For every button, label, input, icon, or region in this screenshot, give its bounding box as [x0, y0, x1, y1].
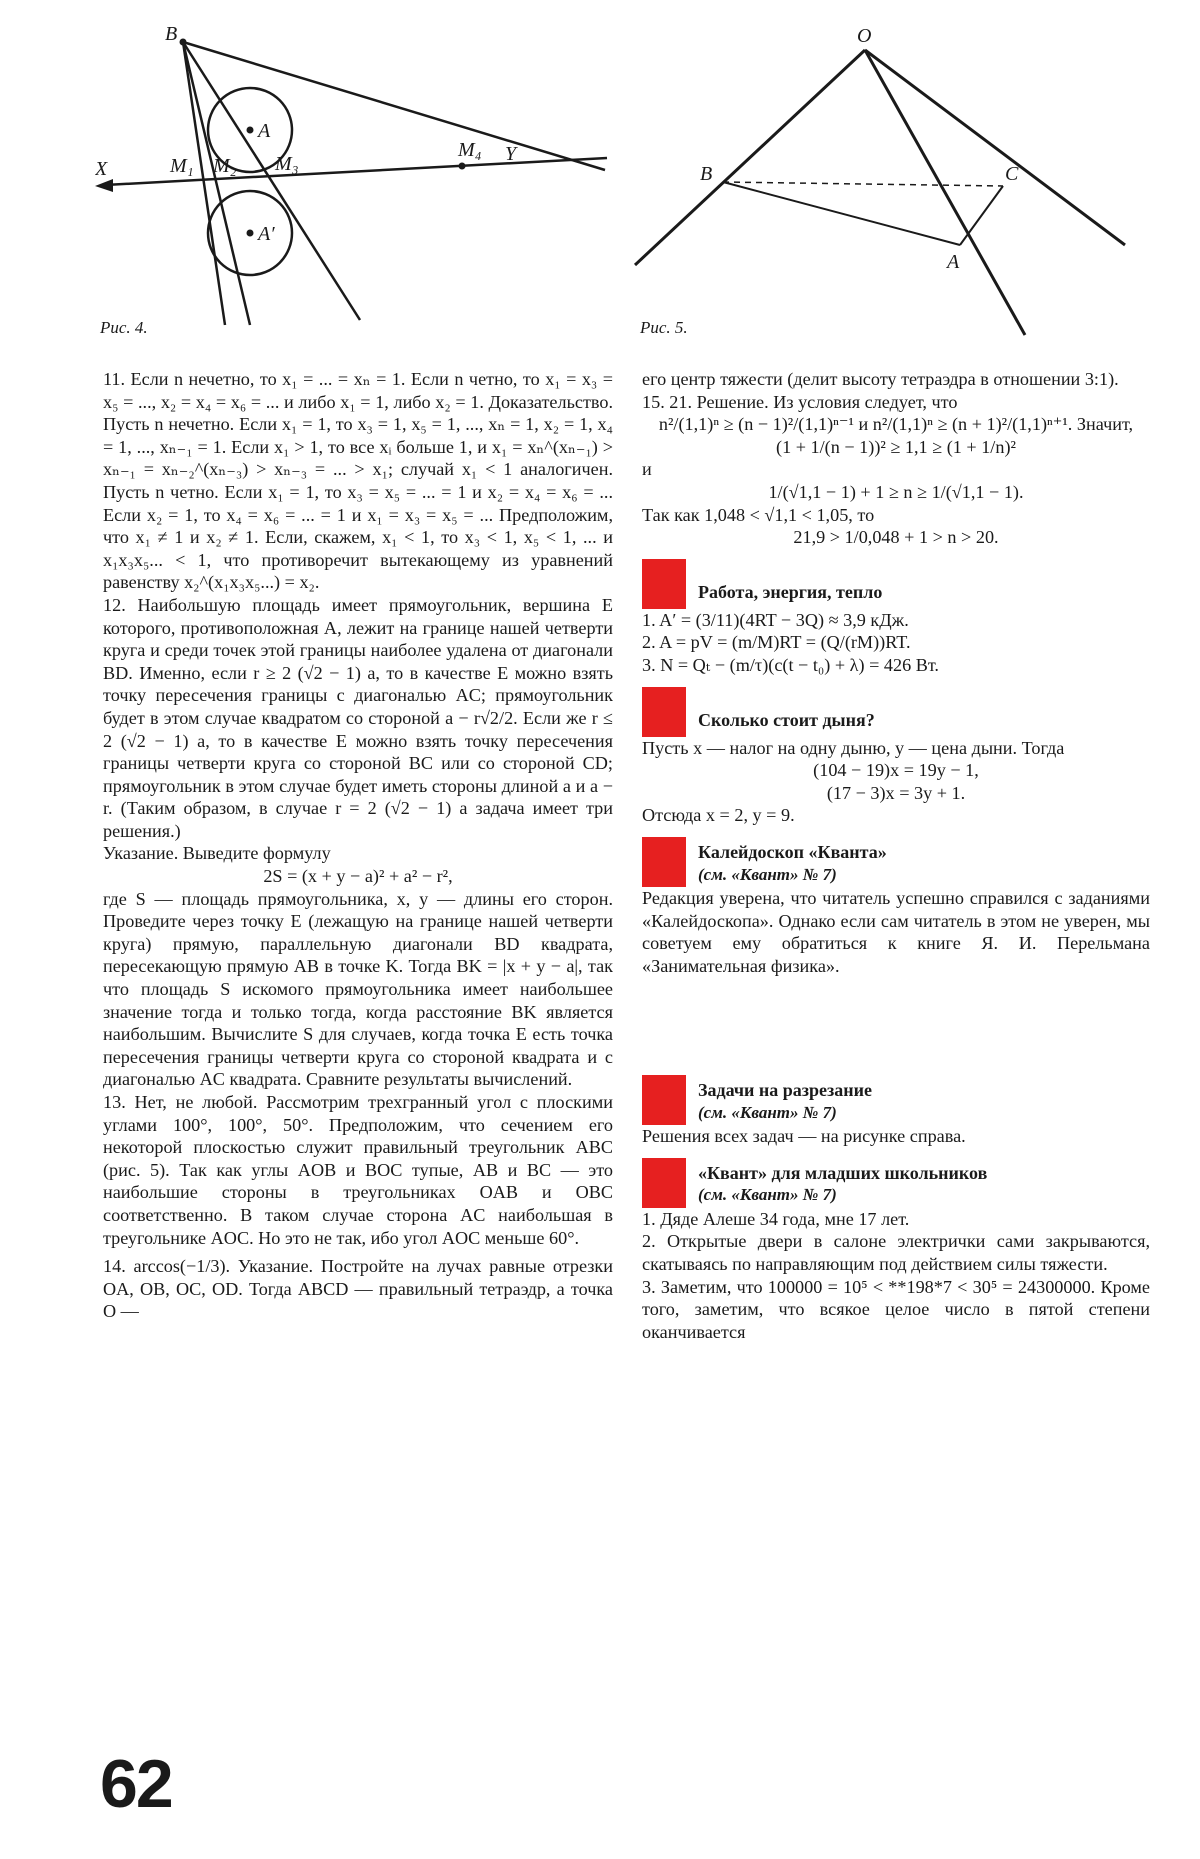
energy-line-2: 2. A = pV = (m/M)RT = (Q/(rM))RT.: [642, 632, 911, 653]
left-column: [103, 368, 613, 1323]
section-kids: [642, 1158, 1150, 1208]
section-marker-icon: [642, 1158, 686, 1208]
answer-15-and: и: [642, 459, 652, 480]
fig4-label-x: X: [95, 158, 108, 180]
melon-equation-1: (104 − 19)x = 19y − 1,: [813, 760, 979, 781]
answer-15-formula-1: n²/(1,1)ⁿ ≥ (n − 1)²/(1,1)ⁿ⁻¹ и n²/(1,1)ⁿ ≥ (n + 1)²/(1,1)ⁿ⁺¹. Значит,: [658, 414, 1134, 435]
answer-15-text: Так как 1,048 < √1,1 < 1,05, то: [642, 504, 875, 525]
figure-5-caption: Рис. 5.: [640, 318, 688, 337]
line-bm3: [183, 42, 360, 320]
energy-line-3: 3. N = Qₜ − (m/τ)(c(t − t₀) + λ) = 426 Вт.: [642, 654, 939, 675]
line-bm2: [183, 42, 250, 325]
line-bm4: [183, 42, 605, 170]
section-cutting: [642, 1075, 1150, 1125]
section-melon: [642, 687, 1150, 737]
line-bm1: [183, 42, 225, 325]
section-marker-icon: [642, 837, 686, 887]
segment-ac: [960, 186, 1003, 245]
answer-12-hint: Указание. Выведите формулу: [103, 843, 331, 864]
section-cutting-subtitle: (см. «Квант» № 7): [698, 1102, 837, 1122]
segment-bc: [723, 182, 1003, 186]
melon-answer: Отсюда x = 2, y = 9.: [642, 805, 795, 826]
section-marker-icon: [642, 687, 686, 737]
section-energy-title: Работа, энергия, тепло: [698, 581, 883, 602]
section-marker-icon: [642, 1075, 686, 1125]
figure-4-caption: Рис. 4.: [100, 318, 148, 337]
ray-oa: [865, 50, 1025, 335]
section-marker-icon: [642, 559, 686, 609]
answer-11: 11. Если n нечетно, то x₁ = ... = xₙ = 1. Если n четно, то x₁ = x₃ = x₅ = ..., x₂ = x₄ = x₆ = ... и либо x₁ = 1, либо x₂ = 1. Доказательство. Пусть n нечетно. Если x₁ = 1, то x₃ = 1, x₅ = 1, ..., xₙ = 1, x₂ = 1, x₄ = 1, ..., xₙ₋₁ = 1. Если x₁ > 1, то все xᵢ больше 1, и x₁ = xₙ^(xₙ₋₁) > xₙ₋₁ = xₙ₋₂^(xₙ₋₃) > xₙ₋₃ = ... > x₁; случай x₁ < 1 аналогичен. Пусть n четно. Если x₁ = 1, то x₃ = x₅ = ... = 1 и x₂ = x₄ = x₆ = ... Если x₂ = 1, то x₄ = x₆ = ... = 1 и x₁ = x₃ = x₅ = ... Предположим, что x₁ ≠ 1 и x₂ ≠ 1. Если, скажем, x₁ < 1, то x₃ < 1, x₅ < 1, ... и x₁x₃x₅... < 1, что противоречит вытекающему из уравнений равенству x₂^(x₁x₃x₅...) = x₂.: [103, 369, 613, 593]
figure-5: [625, 20, 1145, 340]
fig4-label-m1: M₁: [170, 155, 194, 177]
kids-line-3: 3. Заметим, что 100000 = 10⁵ < **198*7 < 30⁵ = 24300000. Кроме того, заметим, что всякое целое число в пятой степени оканчивается: [642, 1276, 1150, 1342]
answer-12-rest: где S — площадь прямоугольника, x, y — длины его сторон. Проведите через точку E (лежащую на границе нашей четверти круга) прямую, параллельную диагонали BD квадрата, пересекающую прямую AB в точке K. Тогда BK = |x + y − a|, так что площадь S искомого прямоугольника имеет наибольшее значение тогда и только тогда, когда расстояние BK является наибольшим. Вычислите S для случаев, когда точка E есть точка пересечения границы четверти круга со стороной квадрата и с диагональю AC квадрата. Сравните результаты вычислений.: [103, 888, 613, 1090]
fig4-label-y: Y: [505, 143, 517, 165]
answer-12: 12. Наибольшую площадь имеет прямоугольник, вершина E которого, противоположная A, лежит на границе нашей четверти круга и среди точек этой границы наиболее удалена от диагонали BD. Именно, если r ≥ 2 (√2 − 1) a, то в качестве E можно взять точку пересечения границы с диагональю AC; прямоугольник будет в этом случае квадратом со стороной a − r√2/2. Если же r ≤ 2 (√2 − 1) a, то в качестве E можно взять точку пересечения границы четверти круга со стороной BC или со стороной CD; прямоугольник в этом случае будет иметь стороны длиной a и a − r. (Таким образом, в случае r = 2 (√2 − 1) a задача имеет три решения.): [103, 594, 613, 841]
fig4-label-m3: M₃: [275, 153, 299, 175]
kids-line-2: 2. Открытые двери в салоне электрички сами закрываются, скатываясь по направляющим под действием силы тяжести.: [642, 1231, 1150, 1275]
answer-14: 14. arccos(−1/3). Указание. Постройте на лучах равные отрезки OA, OB, OC, OD. Тогда ABCD — правильный тетраэдр, а точка O —: [103, 1256, 613, 1322]
section-kaleidoscope: [642, 837, 1150, 887]
melon-equation-2: (17 − 3)x = 3y + 1.: [826, 782, 966, 803]
fig5-label-b: B: [700, 163, 713, 185]
figure-4: [95, 20, 625, 340]
section-kids-subtitle: (см. «Квант» № 7): [698, 1185, 837, 1205]
segment-ba: [723, 182, 960, 245]
section-kids-title: «Квант» для младших школьников: [698, 1162, 988, 1183]
answer-15-formula-4: 21,9 > 1/0,048 + 1 > n > 20.: [793, 527, 999, 548]
page-number: 62: [100, 1746, 172, 1822]
ray-oc: [865, 50, 1125, 245]
kaleidoscope-text: Редакция уверена, что читатель успешно справился с заданиями «Калейдоскопа». Однако если сам читатель в этом не уверен, мы советуем ему обратиться к книге Я. И. Перельмана «Занимательная физика».: [642, 887, 1150, 976]
section-cutting-title: Задачи на разрезание: [698, 1080, 872, 1101]
section-kaleidoscope-title: Калейдоскоп «Кванта»: [698, 841, 887, 862]
melon-text: Пусть x — налог на одну дыню, y — цена дыни. Тогда: [642, 737, 1065, 758]
fig5-label-c: C: [1005, 163, 1019, 185]
ray-ob: [635, 50, 865, 265]
fig4-label-m2: M₂: [213, 155, 237, 177]
fig4-label-b: B: [165, 23, 178, 45]
answer-15-formula-2: (1 + 1/(n − 1))² ≥ 1,1 ≥ (1 + 1/n)²: [776, 436, 1016, 457]
fig5-label-a: A: [947, 251, 960, 273]
section-energy: [642, 559, 1150, 609]
section-melon-title: Сколько стоит дыня?: [698, 709, 875, 730]
answer-15-intro: 15. 21. Решение. Из условия следует, что: [642, 391, 958, 412]
fig4-label-a-prime: A′: [258, 223, 275, 245]
answer-15-formula-3: 1/(√1,1 − 1) + 1 ≥ n ≥ 1/(√1,1 − 1).: [768, 481, 1024, 502]
answer-14-continued: его центр тяжести (делит высоту тетраэдра в отношении 3:1).: [642, 369, 1119, 389]
fig5-label-o: O: [857, 25, 872, 47]
answer-12-formula: 2S = (x + y − a)² + a² − r²,: [263, 866, 453, 887]
right-column: [642, 368, 1150, 1343]
cutting-text: Решения всех задач — на рисунке справа.: [642, 1126, 966, 1147]
section-kaleidoscope-subtitle: (см. «Квант» № 7): [698, 864, 837, 884]
energy-line-1: 1. A′ = (3/11)(4RT − 3Q) ≈ 3,9 кДж.: [642, 609, 909, 630]
fig4-label-m4: M₄: [458, 139, 482, 161]
kids-line-1: 1. Дяде Алеше 34 года, мне 17 лет.: [642, 1208, 910, 1229]
fig4-label-a: A: [258, 120, 271, 142]
answer-13: 13. Нет, не любой. Рассмотрим трехгранный угол с плоскими углами 100°, 100°, 50°. Предположим, что сечением его некоторой плоскостью служит правильный треугольник ABC (рис. 5). Так как углы AOB и BOC тупые, AB и BC — это наибольшие стороны в треугольниках OAB и OBC соответственно. В таком случае сторона AC наибольшая в треугольнике AOC. Но это не так, ибо угол AOC меньше 60°.: [103, 1092, 613, 1248]
